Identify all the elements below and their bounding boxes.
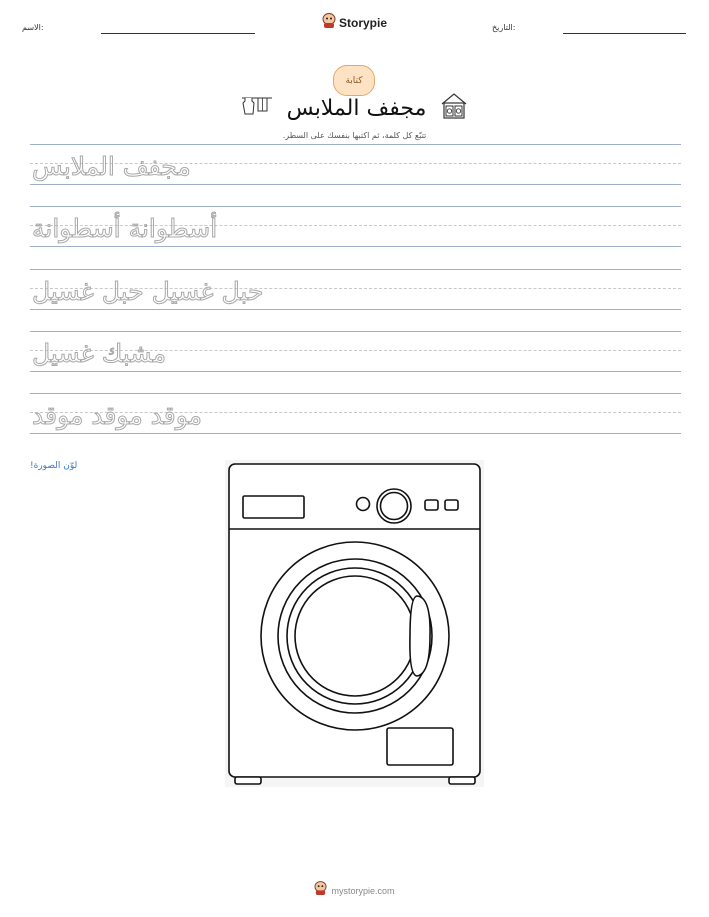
title-row — [0, 92, 709, 124]
trace-word: حبل غسيل حبل غسيل — [32, 277, 264, 306]
brand-name: Storypie — [338, 16, 387, 30]
instruction-text: تتبّع كل كلمة، ثم اكتبها بنفسك على السطر. — [282, 131, 427, 140]
trace-row[interactable] — [30, 393, 681, 438]
footer-site[interactable]: mystorypie.com — [331, 885, 395, 896]
trace-row[interactable] — [30, 269, 681, 314]
trace-row[interactable] — [30, 206, 681, 251]
color-prompt: لوّن الصورة! — [30, 461, 78, 471]
storypie-logo-icon — [322, 13, 336, 33]
trace-row[interactable] — [30, 144, 681, 189]
name-label: الاسم: — [22, 23, 44, 32]
trace-word: مجفف الملابس — [32, 152, 191, 181]
date-label: التاريخ: — [492, 23, 516, 32]
clothesline-icon — [241, 94, 273, 122]
page-title: مجفف الملابس — [286, 95, 427, 121]
brand-header — [0, 13, 709, 33]
trace-row[interactable] — [30, 331, 681, 376]
washing-machine-icon[interactable] — [225, 460, 484, 787]
date-line[interactable] — [563, 33, 686, 34]
trace-word: أسطوانة أسطوانة — [32, 214, 218, 243]
storypie-logo-icon — [314, 881, 327, 900]
trace-word: مشبك غسيل — [32, 339, 167, 368]
trace-word: موقد موقد موقد — [32, 401, 203, 430]
laundry-house-icon — [440, 92, 468, 124]
name-line[interactable] — [101, 33, 255, 34]
category-badge: كتابة — [333, 65, 375, 96]
footer — [0, 881, 709, 900]
